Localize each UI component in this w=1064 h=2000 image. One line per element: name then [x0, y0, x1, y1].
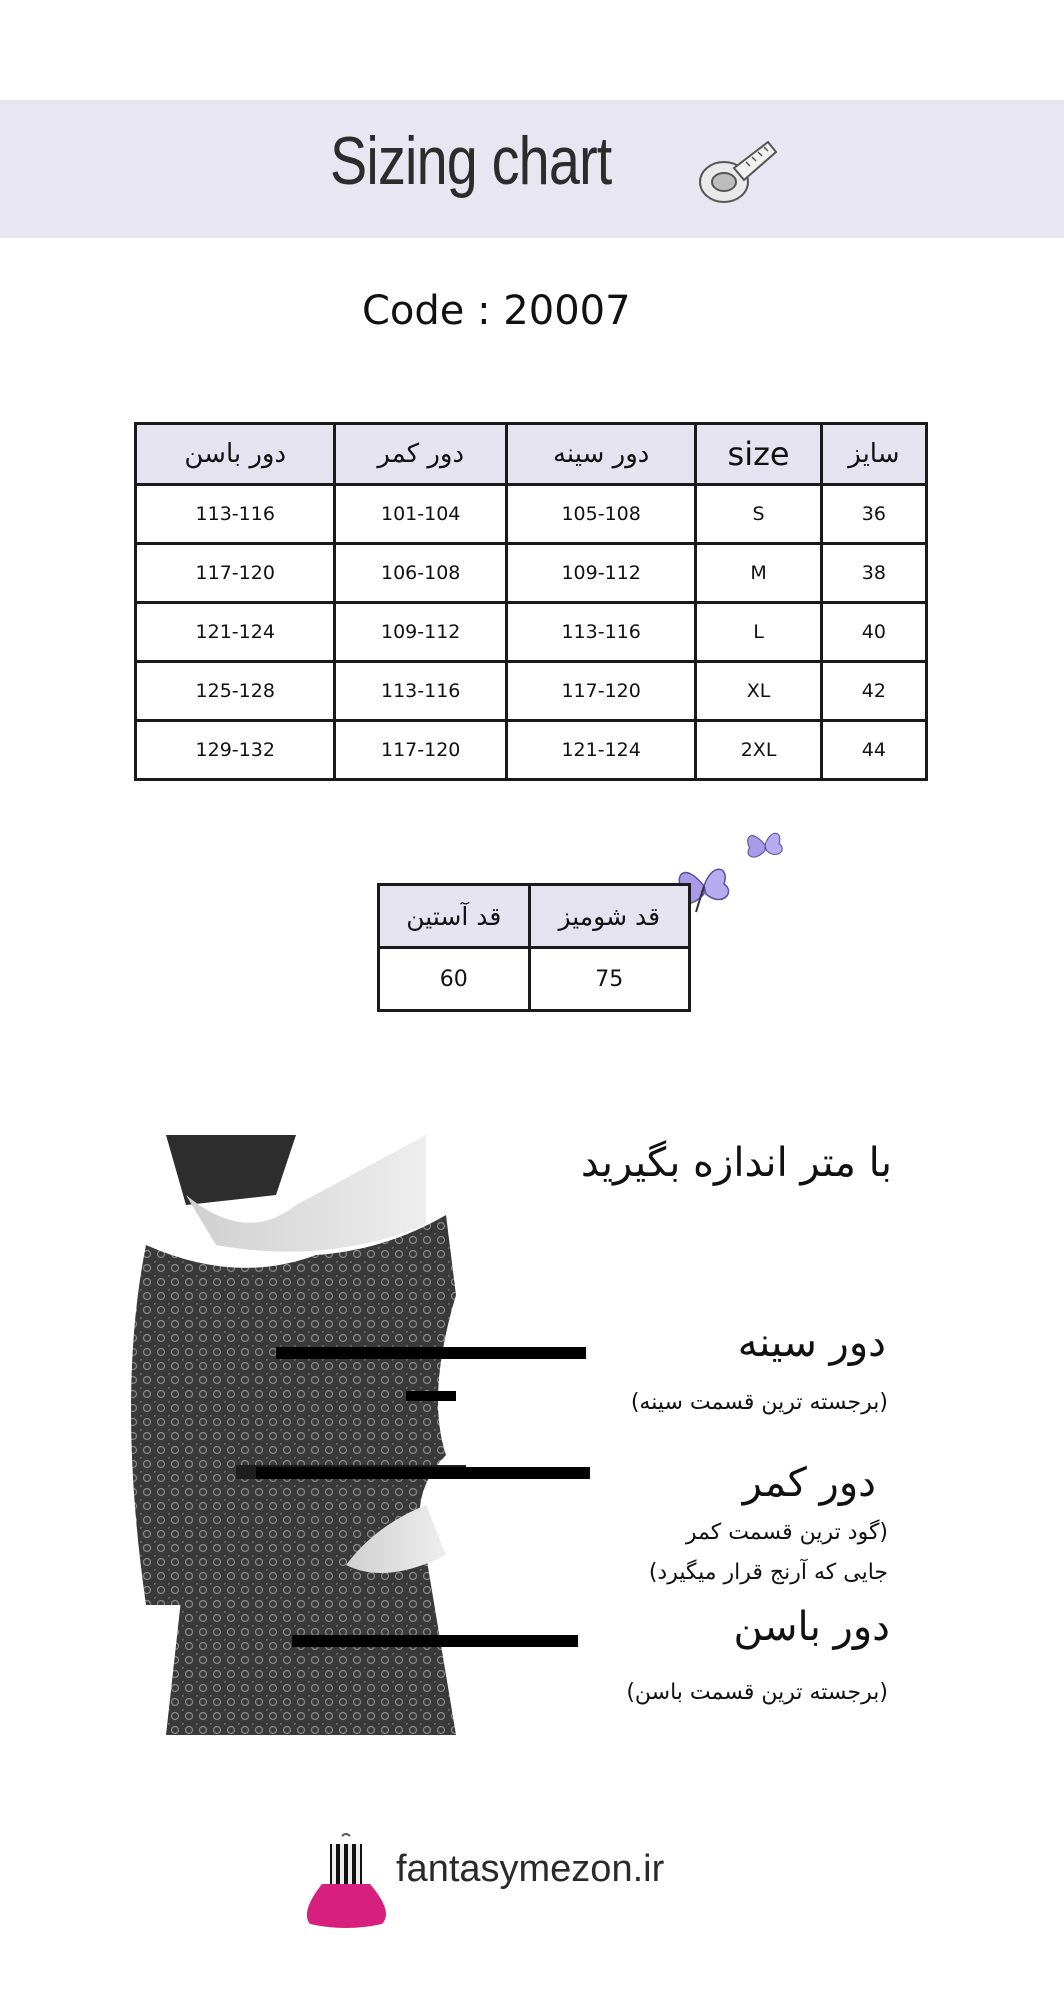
cell-size: S [696, 485, 821, 544]
table-row [136, 603, 927, 662]
cell-size: XL [696, 662, 821, 721]
waist-label: دور کمر [742, 1460, 876, 1506]
measuring-tape-icon [694, 130, 778, 214]
cell-waist: 117-120 [335, 721, 506, 780]
cell-hip: 113-116 [136, 485, 335, 544]
cell-hip: 129-132 [136, 721, 335, 780]
table-row [136, 544, 927, 603]
footer-site: fantasymezon.ir [396, 1848, 665, 1890]
cell-chest: 109-112 [506, 544, 696, 603]
page-title: Sizing chart [330, 123, 612, 199]
cell-chest: 105-108 [506, 485, 696, 544]
header-size: size [696, 424, 821, 485]
cell-chest: 117-120 [506, 662, 696, 721]
hip-label: دور باسن [733, 1604, 890, 1650]
table-row [379, 948, 690, 1011]
cell-waist: 113-116 [335, 662, 506, 721]
cell-chest: 121-124 [506, 721, 696, 780]
cell-chest: 113-116 [506, 603, 696, 662]
model-figure-image [126, 1135, 626, 1735]
waist-note-line1: (گود ترین قسمت کمر [685, 1520, 888, 1545]
hip-note: (برجسته ترین قسمت باسن) [626, 1680, 888, 1705]
dress-logo-icon [302, 1832, 392, 1928]
size-table-header-row [136, 424, 927, 485]
waist-note-line2: جایی که آرنج قرار میگیرد) [648, 1560, 888, 1585]
cell-size: L [696, 603, 821, 662]
cell-waist: 106-108 [335, 544, 506, 603]
cell-hip: 117-120 [136, 544, 335, 603]
cell-sleeve-length: 60 [379, 948, 530, 1011]
cell-size: 2XL [696, 721, 821, 780]
table-row [136, 662, 927, 721]
length-table [377, 883, 691, 1012]
product-code: Code : 20007 [362, 288, 631, 334]
chest-note: (برجسته ترین قسمت سینه) [630, 1390, 888, 1415]
cell-size-number: 44 [821, 721, 926, 780]
header-hip: دور باسن [136, 424, 335, 485]
cell-size: M [696, 544, 821, 603]
cell-size-number: 38 [821, 544, 926, 603]
measure-guide-title: با متر اندازه بگیرید [580, 1140, 892, 1186]
cell-hip: 121-124 [136, 603, 335, 662]
cell-size-number: 40 [821, 603, 926, 662]
length-table-header-row [379, 885, 690, 948]
header-chest: دور سینه [506, 424, 696, 485]
table-row [136, 721, 927, 780]
cell-hip: 125-128 [136, 662, 335, 721]
cell-waist: 109-112 [335, 603, 506, 662]
header-size-fa: سایز [821, 424, 926, 485]
cell-size-number: 36 [821, 485, 926, 544]
cell-blouse-length: 75 [529, 948, 689, 1011]
cell-size-number: 42 [821, 662, 926, 721]
size-table [134, 422, 928, 781]
header-sleeve-length: قد آستین [379, 885, 530, 948]
chest-label: دور سینه [737, 1320, 886, 1366]
table-row [136, 485, 927, 544]
header-waist: دور کمر [335, 424, 506, 485]
cell-waist: 101-104 [335, 485, 506, 544]
header-blouse-length: قد شومیز [529, 885, 689, 948]
